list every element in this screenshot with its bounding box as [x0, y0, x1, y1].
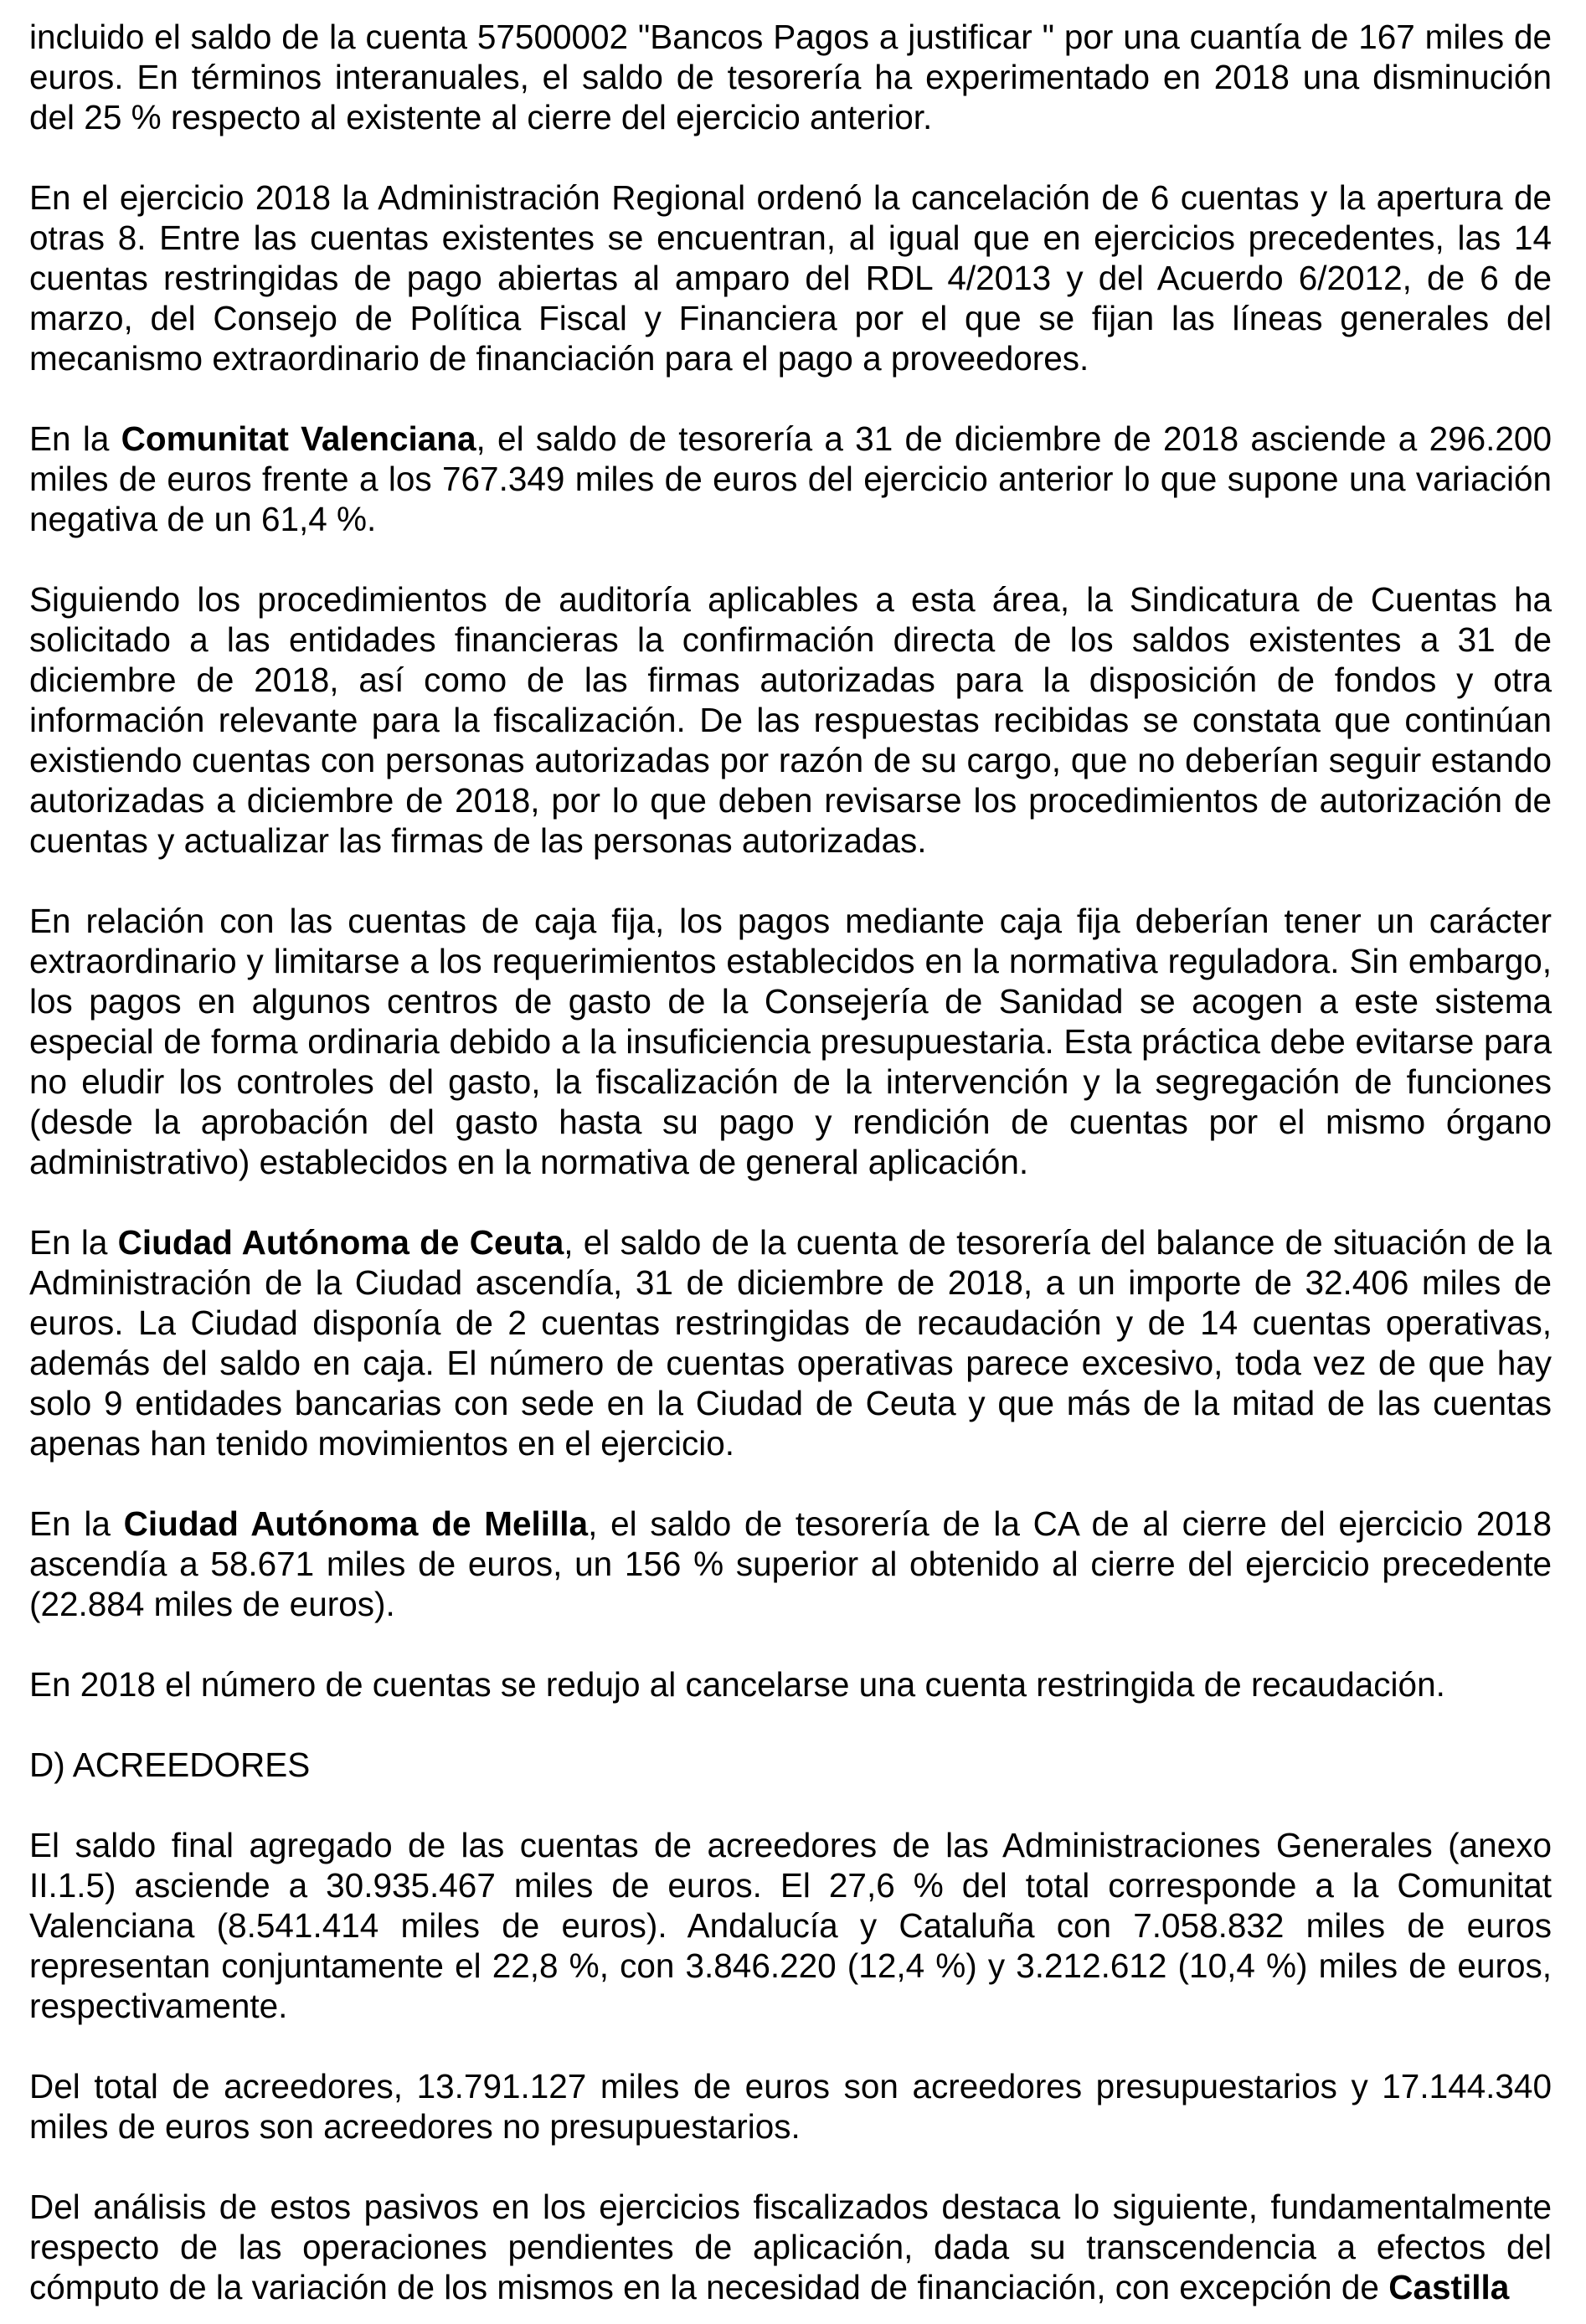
paragraph-prefix: En la [29, 1223, 118, 1262]
paragraph-audit-procedures: Siguiendo los procedimientos de auditoría aplicables a esta área, la Sindicatura de Cuentas ha solicitado a las entidades financieras la confirmación directa de los saldos existentes a 31 de diciembre de 2018, así como de las firmas autorizadas para la disposición de fondos y otra información relevante para la fiscalización. De las respuestas recibidas se constata que continúan existiendo cuentas con personas autorizadas por razón de su cargo, que no deberían seguir estando autorizadas a diciembre de 2018, por lo que deben revisarse los procedimientos de autorización de cuentas y actualizar las firmas de las personas autorizadas. [29, 580, 1552, 860]
paragraph-creditors-split: Del total de acreedores, 13.791.127 miles de euros son acreedores presupuestarios y 17.144.340 miles de euros son acreedores no presupuestarios. [29, 2067, 1552, 2146]
paragraph-body: Del análisis de estos pasivos en los ejercicios fiscalizados destaca lo siguiente, fundamentalmente respecto de las operaciones pendientes de aplicación, dada su transcendencia a efectos del cómputo de la variación de los mismos en la necesidad de financiación, con excepción de [29, 2188, 1552, 2306]
region-name-ceuta: Ciudad Autónoma de Ceuta [117, 1223, 564, 1262]
paragraph-body: , el saldo de la cuenta de tesorería del balance de situación de la Administración de la Ciudad ascendía, 31 de diciembre de 2018, a un importe de 32.406 miles de euros. La Ciudad disponía de 2 cuentas restringidas de recaudación y de 14 cuentas operativas, además del saldo en caja. El número de cuentas operativas parece excesivo, toda vez de que hay solo 9 entidades bancarias con sede en la Ciudad de Ceuta y que más de la mitad de las cuentas apenas han tenido movimientos en el ejercicio. [29, 1223, 1552, 1463]
section-heading-acreedores: D) ACREEDORES [29, 1746, 311, 1784]
paragraph-liabilities-analysis [29, 2187, 1552, 2307]
paragraph-treasury-decrease: incluido el saldo de la cuenta 57500002 "Bancos Pagos a justificar " por una cuantía de 167 miles de euros. En términos interanuales, el saldo de tesorería ha experimentado en 2018 una disminución del 25 % respecto al existente al cierre del ejercicio anterior. [29, 18, 1552, 136]
paragraph-prefix: En la [29, 419, 121, 458]
paragraph-melilla [29, 1504, 1552, 1624]
paragraph-comunitat-valenciana [29, 419, 1552, 539]
paragraph-prefix: En la [29, 1504, 124, 1543]
paragraph-account-reduction: En 2018 el número de cuentas se redujo al cancelarse una cuenta restringida de recaudación. [29, 1665, 1445, 1704]
paragraph-creditors-balance: El saldo final agregado de las cuentas de acreedores de las Administraciones Generales (anexo II.1.5) asciende a 30.935.467 miles de euros. El 27,6 % del total corresponde a la Comunitat Valenciana (8.541.414 miles de euros). Andalucía y Cataluña con 7.058.832 miles de euros representan conjuntamente el 22,8 %, con 3.846.220 (12,4 %) y 3.212.612 (10,4 %) miles de euros, respectivamente. [29, 1826, 1552, 2025]
region-name-melilla: Ciudad Autónoma de Melilla [123, 1504, 589, 1543]
paragraph-account-cancellations: En el ejercicio 2018 la Administración Regional ordenó la cancelación de 6 cuentas y la apertura de otras 8. Entre las cuentas existentes se encuentran, al igual que en ejercicios precedentes, las 14 cuentas restringidas de pago abiertas al amparo del RDL 4/2013 y del Acuerdo 6/2012, de 6 de marzo, del Consejo de Política Fiscal y Financiera por el que se fijan las líneas generales del mecanismo extraordinario de financiación para el pago a proveedores. [29, 178, 1552, 378]
paragraph-body: , el saldo de tesorería a 31 de diciembre de 2018 asciende a 296.200 miles de euros frente a los 767.349 miles de euros del ejercicio anterior lo que supone una variación negativa de un 61,4 %. [29, 419, 1552, 538]
paragraph-body: , el saldo de tesorería de la CA de al cierre del ejercicio 2018 ascendía a 58.671 miles de euros, un 156 % superior al obtenido al cierre del ejercicio precedente (22.884 miles de euros). [29, 1504, 1552, 1623]
paragraph-caja-fija: En relación con las cuentas de caja fija, los pagos mediante caja fija deberían tener un carácter extraordinario y limitarse a los requerimientos establecidos en la normativa reguladora. Sin embargo, los pagos en algunos centros de gasto de la Consejería de Sanidad se acogen a este sistema especial de forma ordinaria debido a la insuficiencia presupuestaria. Esta práctica debe evitarse para no eludir los controles del gasto, la fiscalización de la intervención y la segregación de funciones (desde la aprobación del gasto hasta su pago y rendición de cuentas por el mismo órgano administrativo) establecidos en la normativa de general aplicación. [29, 902, 1552, 1181]
region-name-valenciana: Comunitat Valenciana [121, 419, 476, 458]
document-page [29, 17, 1552, 2307]
region-name-castilla: Castilla [1388, 2268, 1510, 2306]
paragraph-ceuta [29, 1222, 1552, 1463]
